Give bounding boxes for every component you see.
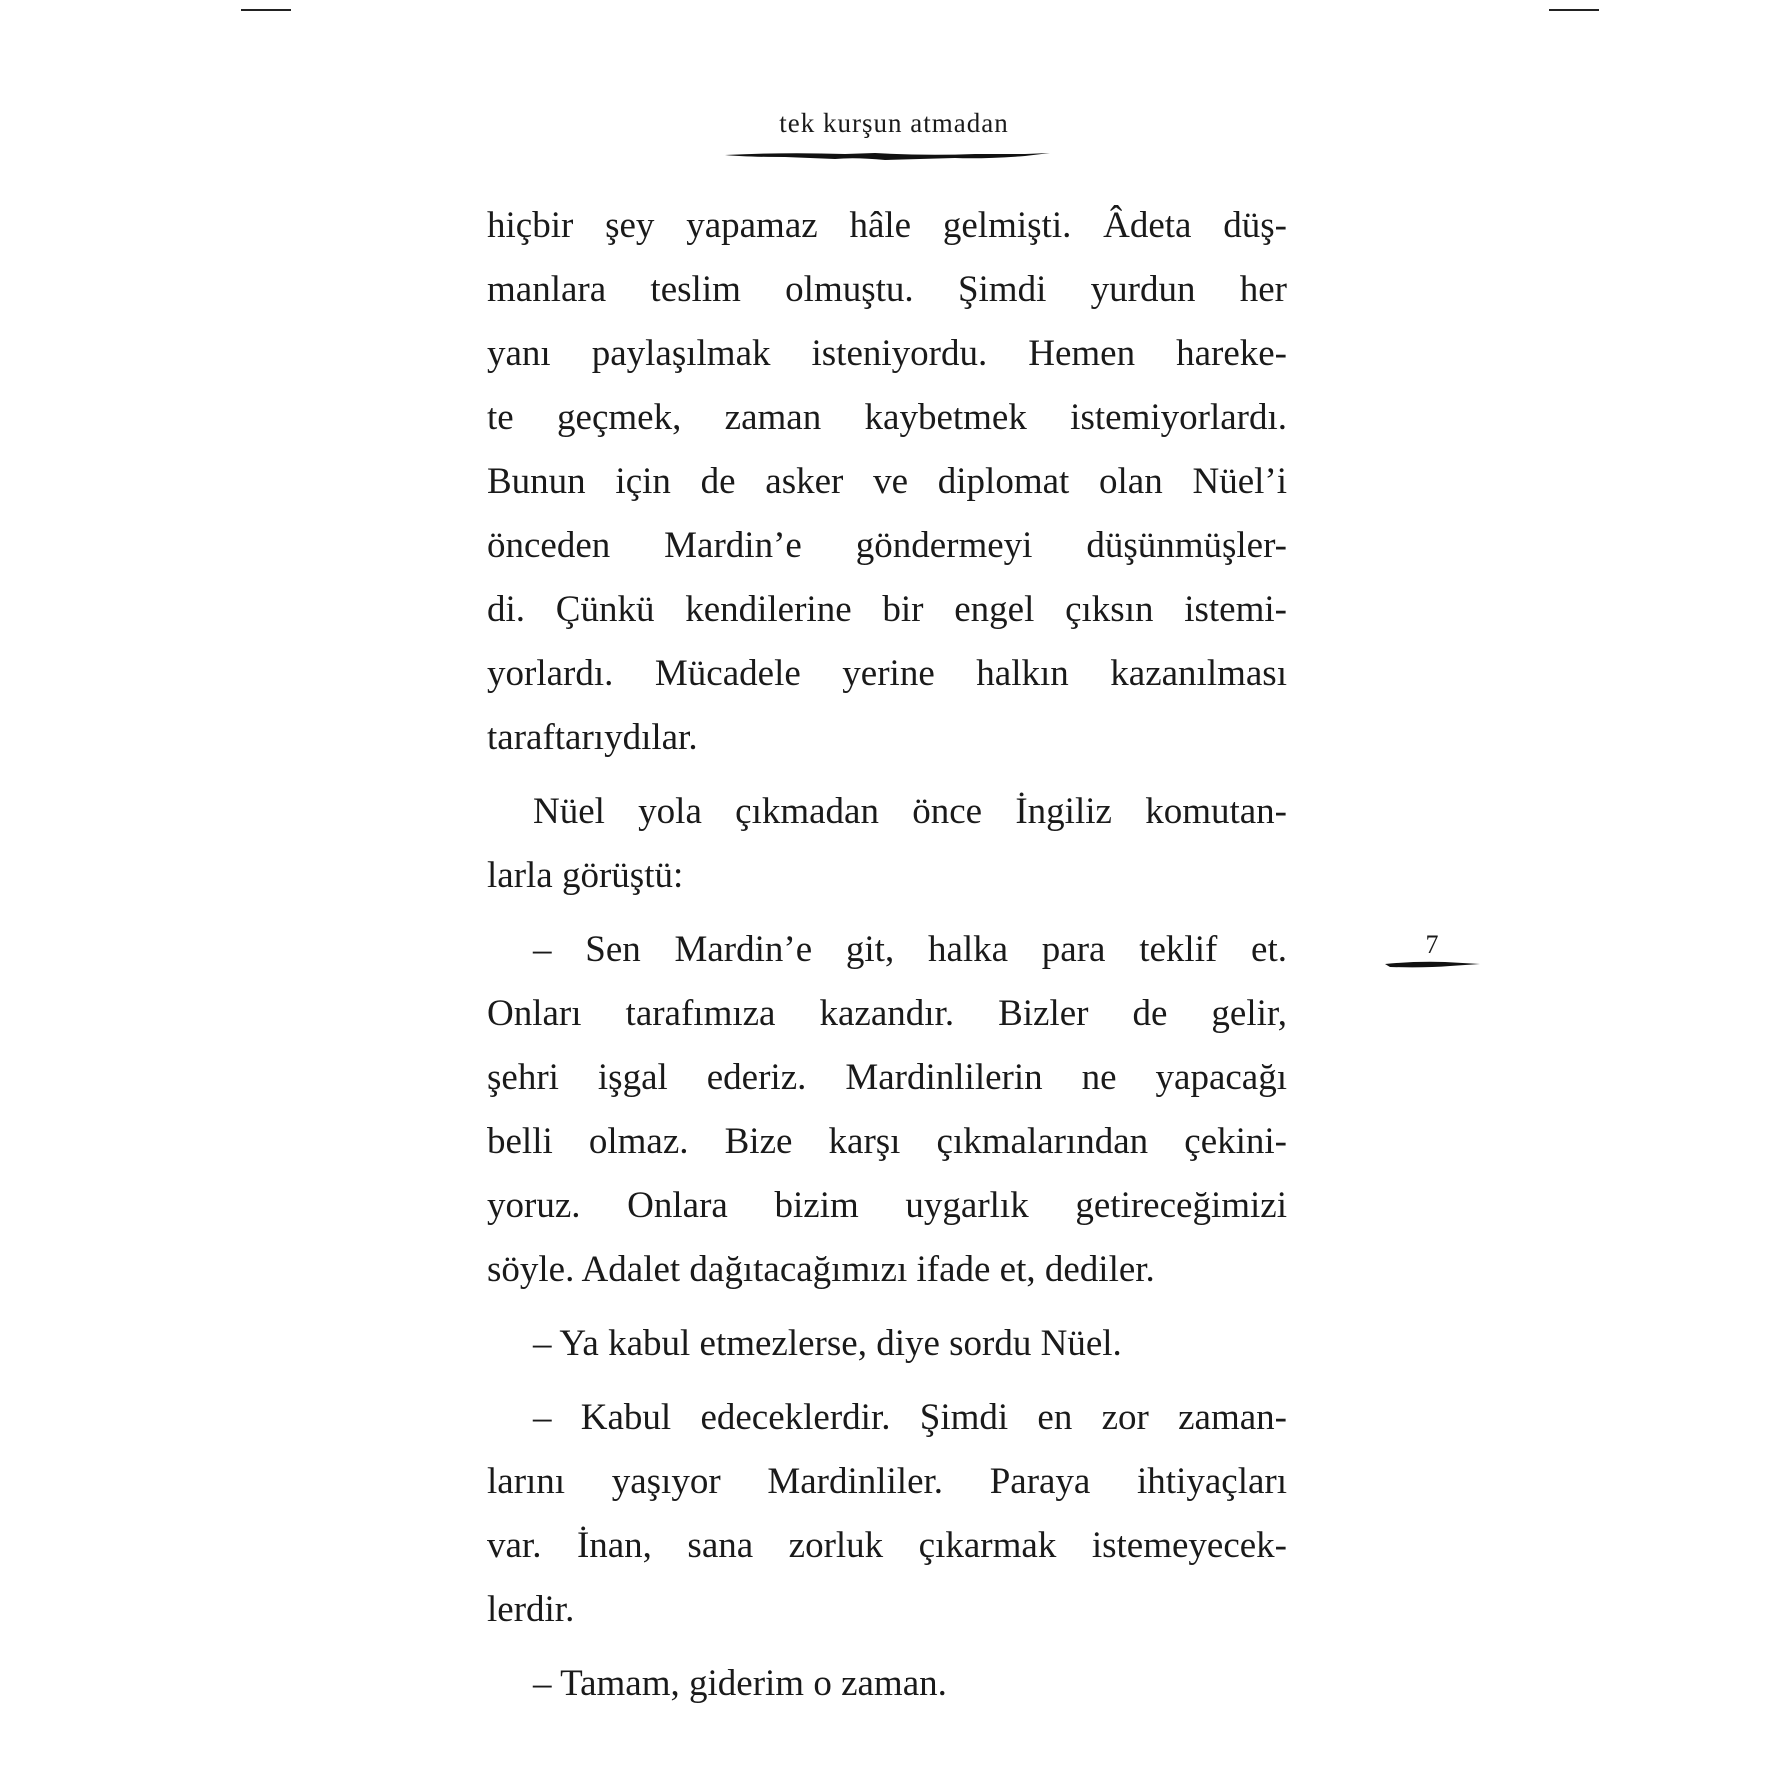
text-line: Onları tarafımıza kazandır. Bizler de gelir, bbox=[487, 993, 1287, 1034]
paragraph bbox=[487, 1386, 1287, 1642]
text-line: – Sen Mardin’e git, halka para teklif et. bbox=[533, 929, 1287, 970]
text-line: di. Çünkü kendilerine bir engel çıksın istemi- bbox=[487, 589, 1287, 630]
text-line: var. İnan, sana zorluk çıkarmak istemeyecek- bbox=[487, 1525, 1287, 1566]
paragraph bbox=[487, 780, 1287, 908]
paragraph bbox=[487, 918, 1287, 1302]
brush-stroke-divider bbox=[725, 150, 1050, 162]
text-line: hiçbir şey yapamaz hâle gelmişti. Âdeta düş- bbox=[487, 205, 1287, 246]
page-number-brush-stroke bbox=[1385, 960, 1480, 970]
text-line: yorlardı. Mücadele yerine halkın kazanılması bbox=[487, 653, 1287, 694]
text-line: taraftarıydılar. bbox=[487, 717, 698, 758]
page-number: 7 bbox=[1425, 930, 1439, 959]
text-line: Bunun için de asker ve diplomat olan Nüel’i bbox=[487, 461, 1287, 502]
crop-mark-left bbox=[241, 9, 291, 11]
body-text bbox=[487, 194, 1287, 1716]
text-line: – Tamam, giderim o zaman. bbox=[533, 1663, 947, 1704]
text-line: lerdir. bbox=[487, 1589, 575, 1630]
text-line: – Kabul edeceklerdir. Şimdi en zor zaman- bbox=[533, 1397, 1287, 1438]
text-line: önceden Mardin’e göndermeyi düşünmüşler- bbox=[487, 525, 1287, 566]
text-line: yoruz. Onlara bizim uygarlık getireceğimizi bbox=[487, 1185, 1287, 1226]
text-line: söyle. Adalet dağıtacağımızı ifade et, dediler. bbox=[487, 1249, 1155, 1290]
text-line: larını yaşıyor Mardinliler. Paraya ihtiyaçları bbox=[487, 1461, 1287, 1502]
text-line: şehri işgal ederiz. Mardinlilerin ne yapacağı bbox=[487, 1057, 1287, 1098]
text-line: larla görüştü: bbox=[487, 855, 684, 896]
text-line: te geçmek, zaman kaybetmek istemiyorlardı. bbox=[487, 397, 1287, 438]
text-line: – Ya kabul etmezlerse, diye sordu Nüel. bbox=[533, 1323, 1122, 1364]
paragraph bbox=[487, 194, 1287, 770]
running-header: tek kurşun atmadan bbox=[779, 108, 1009, 138]
text-line: manlara teslim olmuştu. Şimdi yurdun her bbox=[487, 269, 1287, 310]
text-line: Nüel yola çıkmadan önce İngiliz komutan- bbox=[533, 791, 1287, 832]
crop-mark-right bbox=[1549, 9, 1599, 11]
text-line: yanı paylaşılmak isteniyordu. Hemen hareke- bbox=[487, 333, 1287, 374]
text-line: belli olmaz. Bize karşı çıkmalarından çekini- bbox=[487, 1121, 1287, 1162]
paragraph bbox=[487, 1312, 1287, 1376]
paragraph bbox=[487, 1652, 1287, 1716]
